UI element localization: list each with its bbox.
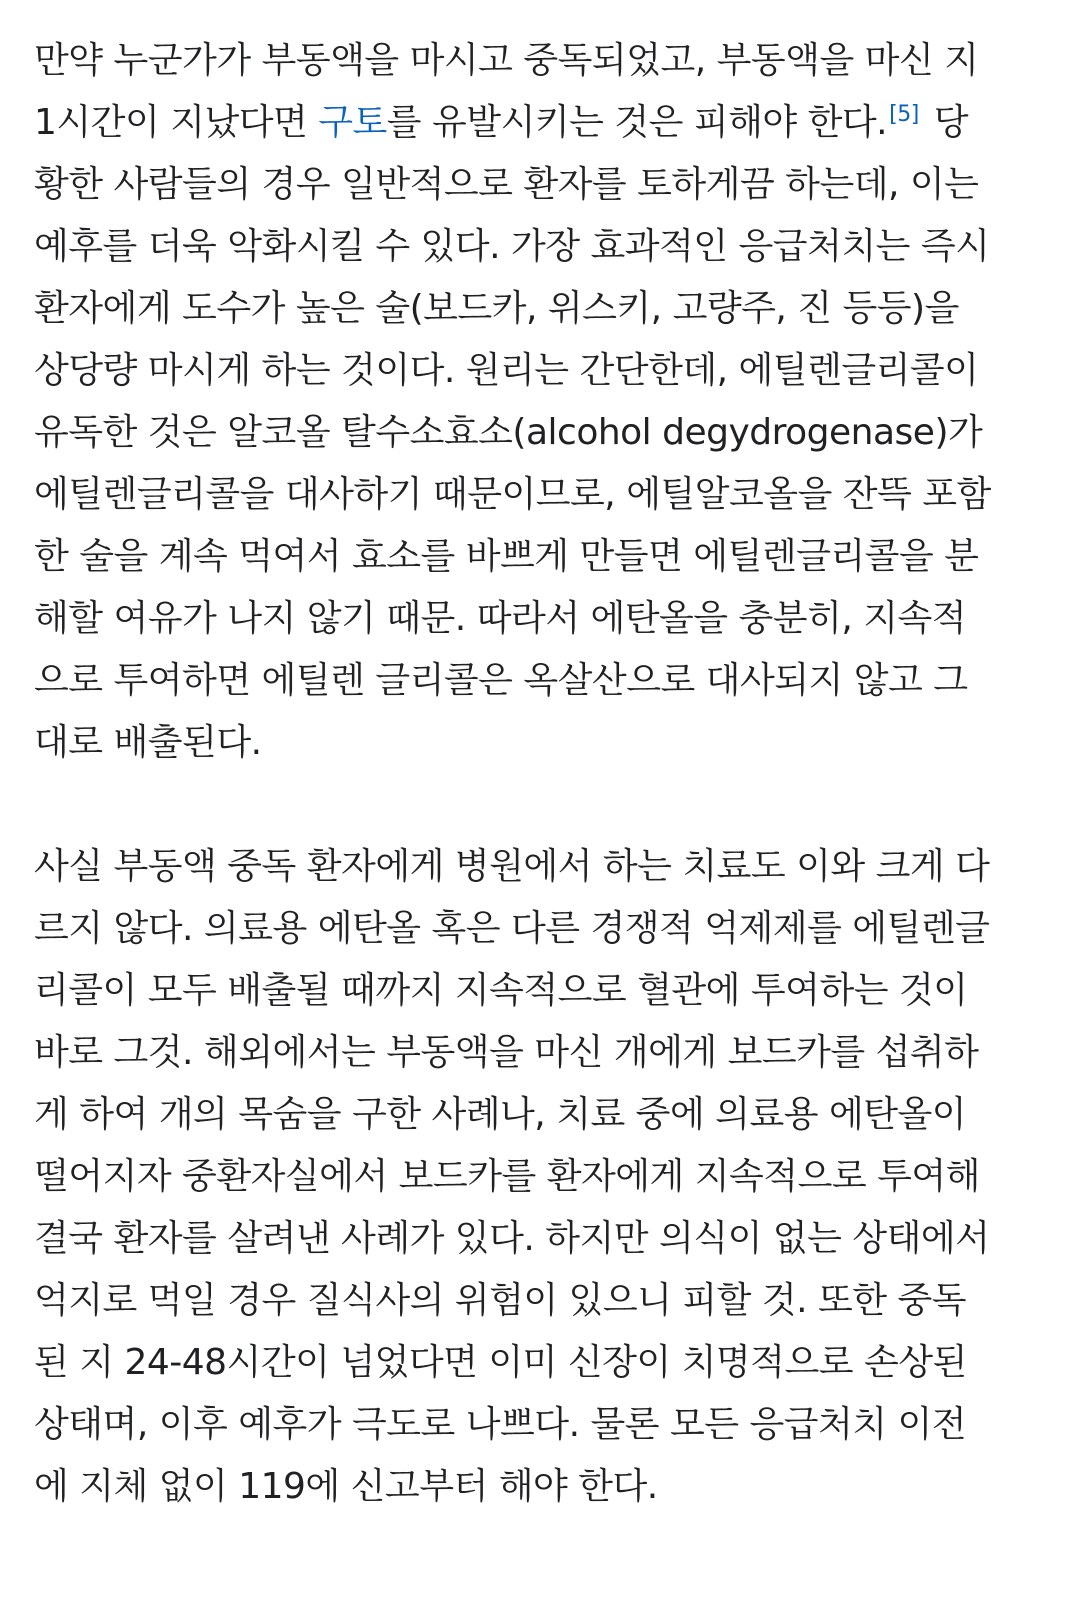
- text-line: 된 지 24-48시간이 넘었다면 이미 신장이 치명적으로 손상된: [34, 1342, 967, 1383]
- reference-5-link[interactable]: [5]: [889, 102, 919, 127]
- text-line: 유독한 것은 알코올 탈수소효소(alcohol degydrogenase)가: [34, 412, 983, 453]
- text-line: 해할 여유가 나지 않기 때문. 따라서 에탄올을 충분히, 지속적: [34, 598, 967, 639]
- text-line: 환자에게 도수가 높은 술(보드카, 위스키, 고량주, 진 등등)을: [34, 288, 959, 329]
- text-line: 바로 그것. 해외에서는 부동액을 마신 개에게 보드카를 섭취하: [34, 1032, 979, 1073]
- text-line: 에틸렌글리콜을 대사하기 때문이므로, 에틸알코올을 잔뜩 포함: [34, 474, 991, 515]
- article-body: [34, 30, 1034, 1518]
- text-segment: 를 유발시키는 것은 피해야 한다.: [386, 102, 888, 143]
- text-line: 황한 사람들의 경우 일반적으로 환자를 토하게끔 하는데, 이는: [34, 164, 979, 205]
- text-line: 떨어지자 중환자실에서 보드카를 환자에게 지속적으로 투여해: [34, 1156, 980, 1197]
- text-line: 결국 환자를 살려낸 사례가 있다. 하지만 의식이 없는 상태에서: [34, 1218, 990, 1259]
- text-line: 게 하여 개의 목숨을 구한 사례나, 치료 중에 의료용 에탄올이: [34, 1094, 967, 1135]
- paragraph-hospital-treatment: [34, 836, 1034, 1518]
- text-line: 르지 않다. 의료용 에탄올 혹은 다른 경쟁적 억제제를 에틸렌글: [34, 908, 990, 949]
- text-line: 한 술을 계속 먹여서 효소를 바쁘게 만들면 에틸렌글리콜을 분: [34, 536, 979, 577]
- text-line: 만약 누군가가 부동액을 마시고 중독되었고, 부동액을 마신 지: [34, 40, 979, 81]
- text-line: 상태며, 이후 예후가 극도로 나쁘다. 물론 모든 응급처치 이전: [34, 1404, 967, 1445]
- text-line: 상당량 마시게 하는 것이다. 원리는 간단한데, 에틸렌글리콜이: [34, 350, 979, 391]
- text-segment: 1시간이 지났다면: [34, 102, 319, 143]
- text-line: 예후를 더욱 악화시킬 수 있다. 가장 효과적인 응급처치는 즉시: [34, 226, 990, 267]
- text-line: 리콜이 모두 배출될 때까지 지속적으로 혈관에 투여하는 것이: [34, 970, 968, 1011]
- vomiting-link[interactable]: 구토: [318, 102, 387, 143]
- text-segment: 당: [922, 102, 969, 143]
- text-line: 사실 부동액 중독 환자에게 병원에서 하는 치료도 이와 크게 다: [34, 846, 990, 887]
- text-line: 에 지체 없이 119에 신고부터 해야 한다.: [34, 1466, 658, 1507]
- text-line: 억지로 먹일 경우 질식사의 위험이 있으니 피할 것. 또한 중독: [34, 1280, 967, 1321]
- text-line: 대로 배출된다.: [34, 722, 262, 763]
- text-line: 으로 투여하면 에틸렌 글리콜은 옥살산으로 대사되지 않고 그: [34, 660, 968, 701]
- paragraph-first-aid: [34, 30, 1034, 774]
- text-line-with-link: [34, 92, 1034, 154]
